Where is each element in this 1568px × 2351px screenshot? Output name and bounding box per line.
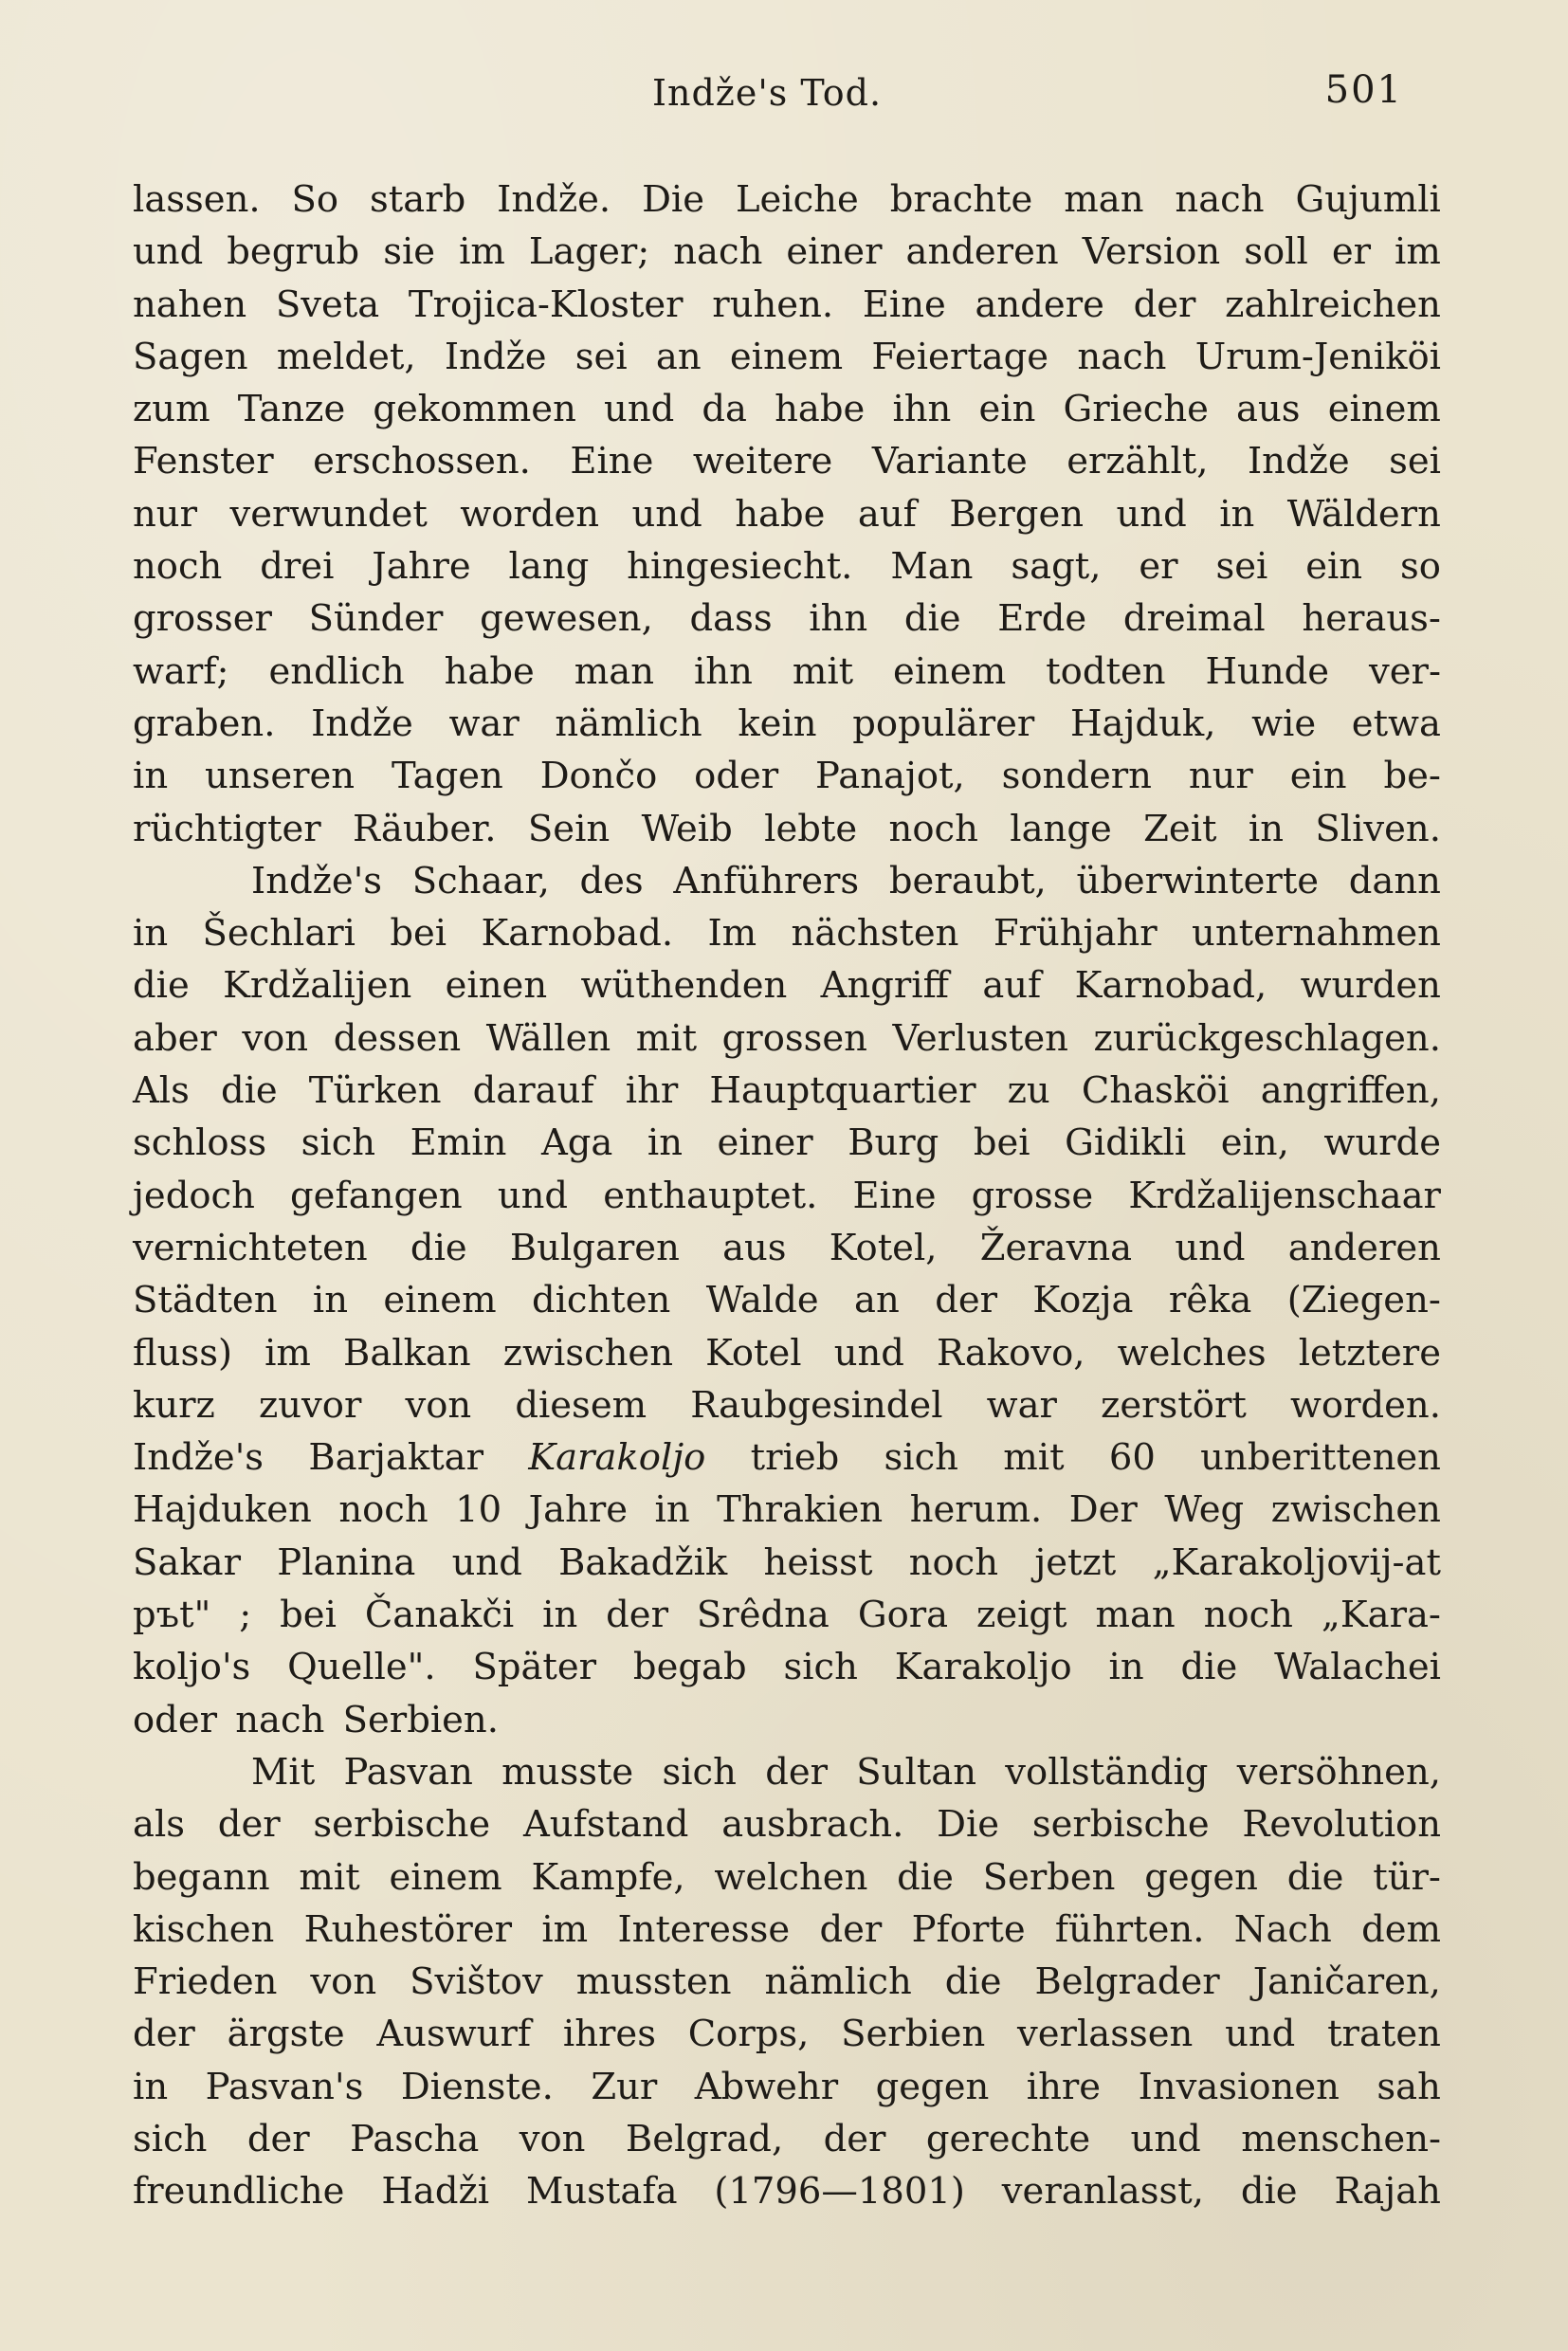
- text-line: in Šechlari bei Karnobad. Im nächsten Frühjahr unternahmen: [133, 912, 1441, 956]
- text-line: freundliche Hadži Mustafa (1796—1801) veranlasst, die Rajah: [133, 2170, 1441, 2214]
- text-line: Hajduken noch 10 Jahre in Thrakien herum. Der Weg zwischen: [133, 1488, 1441, 1532]
- text-line: aber von dessen Wällen mit grossen Verlusten zurückgeschlagen.: [133, 1016, 1441, 1060]
- text-line: die Krdžalijen einen wüthenden Angriff auf Karnobad, wurden: [133, 964, 1441, 1008]
- text-line: graben. Indže war nämlich kein populärer Hajduk, wie etwa: [133, 702, 1441, 745]
- text-line: warf; endlich habe man ihn mit einem todten Hunde ver-: [133, 649, 1441, 693]
- text-line: sich der Pascha von Belgrad, der gerechte und menschen-: [133, 2117, 1441, 2160]
- text-line: lassen. So starb Indže. Die Leiche brachte man nach Gujumli: [133, 178, 1441, 221]
- text-line: vernichteten die Bulgaren aus Kotel, Žeravna und anderen: [133, 1226, 1441, 1269]
- text-line: in unseren Tagen Dončo oder Panajot, sondern nur ein be-: [133, 755, 1441, 798]
- text-line: koljo's Quelle". Später begab sich Karakoljo in die Walachei: [133, 1646, 1441, 1689]
- text-line: schloss sich Emin Aga in einer Burg bei Gidikli ein, wurde: [133, 1121, 1441, 1165]
- text-line: der ärgste Auswurf ihres Corps, Serbien verlassen und traten: [133, 2013, 1441, 2056]
- text-line: Indže's Schaar, des Anführers beraubt, überwinterte dann: [251, 859, 1441, 902]
- running-head: Indže's Tod.: [652, 72, 883, 114]
- text-line: und begrub sie im Lager; nach einer anderen Version soll er im: [133, 230, 1441, 274]
- text-line: Sagen meldet, Indže sei an einem Feiertage nach Urum-Jeniköi: [133, 335, 1441, 378]
- text-line: jedoch gefangen und enthauptet. Eine grosse Krdžalijenschaar: [133, 1174, 1441, 1217]
- page-number: 501: [1324, 68, 1403, 112]
- text-line: nahen Sveta Trojica-Kloster ruhen. Eine andere der zahlreichen: [133, 282, 1441, 326]
- text-line: Fenster erschossen. Eine weitere Variante erzählt, Indže sei: [133, 440, 1441, 483]
- text-line: nur verwundet worden und habe auf Bergen und in Wäldern: [133, 492, 1441, 536]
- text-line: als der serbische Aufstand ausbrach. Die serbische Revolution: [133, 1803, 1441, 1847]
- text-line: fluss) im Balkan zwischen Kotel und Rakovo, welches letztere: [133, 1331, 1441, 1375]
- text-line: zum Tanze gekommen und da habe ihn ein Grieche aus einem: [133, 388, 1441, 431]
- text-line: Als die Türken darauf ihr Hauptquartier zu Chasköi angriffen,: [133, 1069, 1441, 1113]
- page-header: [133, 64, 1403, 121]
- text-line: begann mit einem Kampfe, welchen die Serben gegen die tür-: [133, 1855, 1441, 1899]
- text-line: in Pasvan's Dienste. Zur Abwehr gegen ihre Invasionen sah: [133, 2065, 1441, 2108]
- text-line: Mit Pasvan musste sich der Sultan vollständig versöhnen,: [251, 1750, 1441, 1794]
- text-line: Frieden von Svištov mussten nämlich die Belgrader Janičaren,: [133, 1960, 1441, 2004]
- text-line: noch drei Jahre lang hingesiecht. Man sagt, er sei ein so: [133, 545, 1441, 589]
- text-line: oder nach Serbien.: [133, 1698, 499, 1741]
- text-line: Indže's Barjaktar Karakoljo trieb sich mit 60 unberittenen: [133, 1436, 1441, 1480]
- text-line: Städten in einem dichten Walde an der Kozja rêka (Ziegen-: [133, 1279, 1441, 1322]
- text-line: kurz zuvor von diesem Raubgesindel war zerstört worden.: [133, 1383, 1441, 1427]
- text-line: grosser Sünder gewesen, dass ihn die Erde dreimal heraus-: [133, 597, 1441, 641]
- text-line: kischen Ruhestörer im Interesse der Pforte führten. Nach dem: [133, 1907, 1441, 1951]
- body-text: [133, 173, 1441, 2218]
- text-line: Sakar Planina und Bakadžik heisst noch jetzt „Karakoljovij-at: [133, 1540, 1441, 1584]
- text-line: rüchtigter Räuber. Sein Weib lebte noch lange Zeit in Sliven.: [133, 807, 1441, 850]
- text-line: pъt" ; bei Čanakči in der Srêdna Gora zeigt man noch „Kara-: [133, 1594, 1441, 1637]
